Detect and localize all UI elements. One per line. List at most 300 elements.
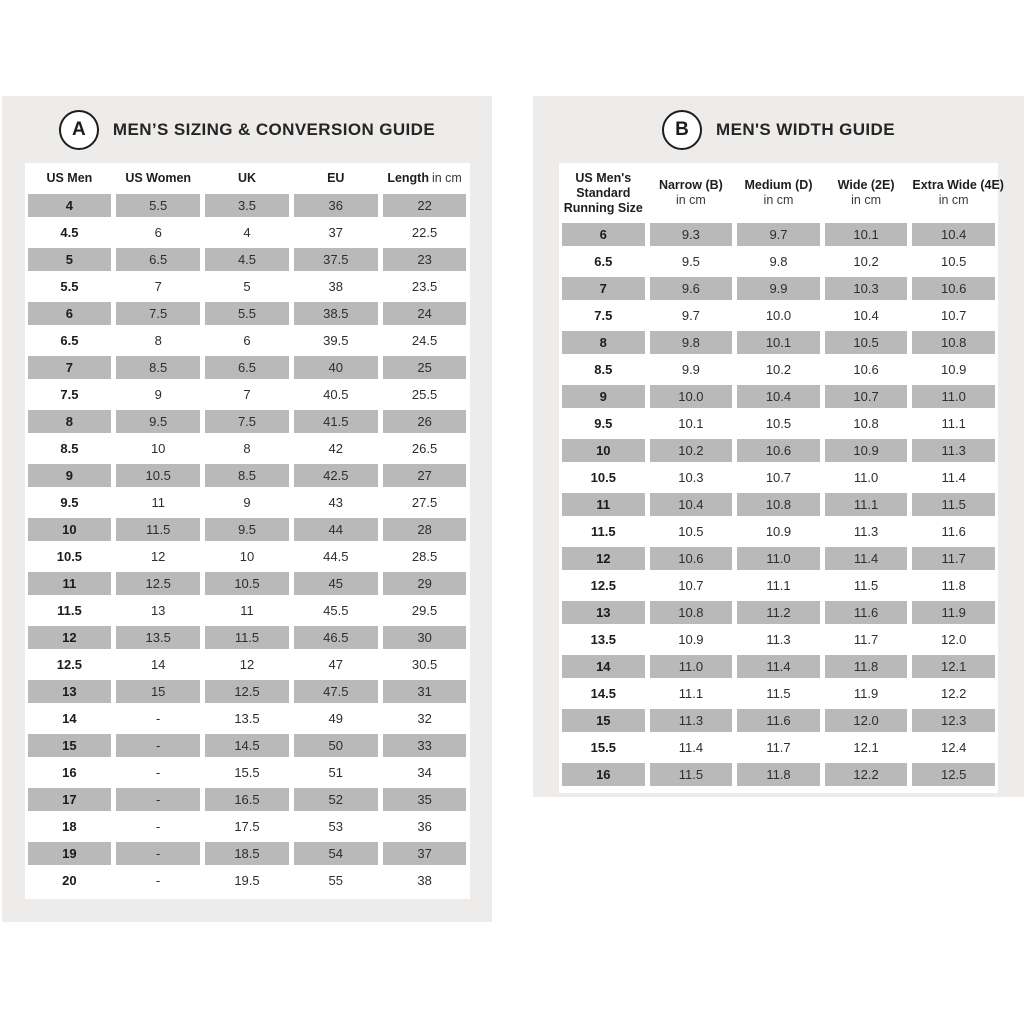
table-cell: 10.8 xyxy=(853,416,879,431)
table-cell: 9 xyxy=(562,385,645,408)
table-cell: 16 xyxy=(62,765,77,780)
table-row xyxy=(28,651,467,678)
table-cell: 4 xyxy=(243,225,251,240)
table-cell: 7.5 xyxy=(594,308,613,323)
table-cell: 8.5 xyxy=(205,464,289,487)
table-cell: 11 xyxy=(562,493,645,516)
panel-b-header xyxy=(533,96,1024,163)
table-cell: 8 xyxy=(28,410,112,433)
table-cell: 25.5 xyxy=(411,387,438,402)
table-cell: 10.5 xyxy=(678,524,704,539)
table-row xyxy=(28,597,467,624)
table-cell: 11.8 xyxy=(825,655,908,678)
column-header: Wide (2E) in cm xyxy=(837,178,895,207)
table-cell: 9.5 xyxy=(60,495,79,510)
table-row xyxy=(562,518,995,545)
table-cell: - xyxy=(116,734,200,757)
table-cell: 38.5 xyxy=(294,302,378,325)
table-cell: 11.2 xyxy=(737,601,820,624)
table-cell: 12 xyxy=(150,549,166,564)
table-cell: 23 xyxy=(383,248,467,271)
table-cell: 9.9 xyxy=(681,362,700,377)
table-row xyxy=(28,624,467,651)
table-row xyxy=(562,734,995,761)
table-cell: 5 xyxy=(243,279,251,294)
table-cell: 11.6 xyxy=(825,601,908,624)
badge-b: B xyxy=(662,110,702,150)
table-cell: 11.7 xyxy=(912,547,995,570)
table-row xyxy=(28,408,467,435)
table-row xyxy=(28,300,467,327)
table-cell: 11 xyxy=(240,603,254,618)
table-cell: 51 xyxy=(328,765,344,780)
table-cell: 8 xyxy=(154,333,162,348)
table-cell: 27 xyxy=(383,464,467,487)
table-cell: 27.5 xyxy=(411,495,438,510)
table-cell: 11.3 xyxy=(912,439,995,462)
table-cell: 7 xyxy=(562,277,645,300)
table-cell: 12.0 xyxy=(941,632,967,647)
column-header: Narrow (B) in cm xyxy=(658,178,723,207)
width-guide-table xyxy=(559,163,1004,793)
table-cell: 13 xyxy=(150,603,166,618)
table-row xyxy=(562,275,995,302)
table-cell: 38 xyxy=(417,873,432,888)
table-cell: 11.0 xyxy=(853,470,879,485)
table-cell: 10.0 xyxy=(650,385,733,408)
table-cell: 9 xyxy=(28,464,112,487)
table-cell: 11.9 xyxy=(912,601,995,624)
table-cell: 10.9 xyxy=(941,362,967,377)
table-cell: 5.5 xyxy=(205,302,289,325)
table-cell: 44 xyxy=(294,518,378,541)
table-cell: - xyxy=(116,788,200,811)
table-row xyxy=(28,732,467,759)
table-row xyxy=(28,840,467,867)
table-cell: 45.5 xyxy=(323,603,349,618)
table-cell: 42.5 xyxy=(294,464,378,487)
table-cell: 10 xyxy=(239,549,255,564)
table-cell: 10.7 xyxy=(765,470,792,485)
table-cell: 25 xyxy=(383,356,467,379)
table-row xyxy=(562,491,995,518)
table-cell: 11.5 xyxy=(912,493,995,516)
table-row xyxy=(562,680,995,707)
table-cell: 10.9 xyxy=(825,439,908,462)
table-cell: 19.5 xyxy=(234,873,260,888)
table-cell: 24.5 xyxy=(411,333,438,348)
table-cell: 12.4 xyxy=(941,740,967,755)
table-row xyxy=(562,248,995,275)
table-cell: 9.5 xyxy=(594,416,613,431)
table-cell: 9.8 xyxy=(650,331,733,354)
table-cell: 9 xyxy=(154,387,162,402)
table-cell: 53 xyxy=(328,819,344,834)
table-cell: 9.3 xyxy=(650,223,733,246)
column-header: US Women xyxy=(125,171,192,185)
column-header: US Men xyxy=(46,171,93,185)
table-cell: 10.6 xyxy=(650,547,733,570)
table-cell: 8.5 xyxy=(116,356,200,379)
table-row xyxy=(562,761,995,788)
table-cell: 28 xyxy=(383,518,467,541)
table-cell: 16.5 xyxy=(205,788,289,811)
table-cell: 10.8 xyxy=(737,493,820,516)
table-cell: 16 xyxy=(562,763,645,786)
table-cell: 10.6 xyxy=(737,439,820,462)
table-cell: 7 xyxy=(243,387,251,402)
table-cell: 36 xyxy=(294,194,378,217)
column-header: EU xyxy=(327,171,345,185)
table-row xyxy=(562,653,995,680)
table-cell: 9.5 xyxy=(681,254,700,269)
table-cell: 10.5 xyxy=(941,254,967,269)
mens-sizing-conversion-panel xyxy=(2,96,492,922)
table-row xyxy=(28,705,467,732)
table-row xyxy=(28,354,467,381)
table-cell: 9 xyxy=(243,495,251,510)
table-cell: 42 xyxy=(328,441,344,456)
table-cell: 11.3 xyxy=(766,632,791,647)
panel-a-header xyxy=(2,96,492,163)
table-cell: - xyxy=(156,819,161,834)
table-cell: 13 xyxy=(28,680,112,703)
table-cell: 15 xyxy=(116,680,200,703)
column-header: Length in cm xyxy=(387,171,462,185)
table-cell: 45 xyxy=(294,572,378,595)
table-cell: 10.5 xyxy=(205,572,289,595)
table-cell: 11.5 xyxy=(116,518,200,541)
table-cell: 43 xyxy=(328,495,344,510)
table-cell: 14 xyxy=(62,711,77,726)
table-cell: 9.6 xyxy=(650,277,733,300)
table-cell: 5 xyxy=(28,248,112,271)
table-cell: 10.8 xyxy=(650,601,733,624)
table-cell: 10.3 xyxy=(825,277,908,300)
table-cell: 6.5 xyxy=(205,356,289,379)
table-cell: 12.5 xyxy=(56,657,83,672)
table-cell: 37 xyxy=(328,225,344,240)
table-cell: 6 xyxy=(243,333,251,348)
table-cell: 9.7 xyxy=(681,308,700,323)
table-cell: 11.0 xyxy=(650,655,733,678)
table-cell: 11.8 xyxy=(737,763,820,786)
table-cell: 10.1 xyxy=(678,416,704,431)
table-cell: 11.1 xyxy=(825,493,908,516)
table-cell: 11.5 xyxy=(853,578,879,593)
table-cell: 11.0 xyxy=(912,385,995,408)
table-cell: 5.5 xyxy=(60,279,79,294)
table-cell: 26 xyxy=(383,410,467,433)
table-cell: 15 xyxy=(28,734,112,757)
table-cell: 30.5 xyxy=(411,657,438,672)
table-cell: 35 xyxy=(383,788,467,811)
table-cell: 37 xyxy=(383,842,467,865)
table-cell: 17 xyxy=(28,788,112,811)
table-cell: 49 xyxy=(328,711,344,726)
table-row xyxy=(28,273,467,300)
mens-width-guide-panel xyxy=(533,96,1024,797)
table-cell: 9.5 xyxy=(205,518,289,541)
table-cell: 10.6 xyxy=(912,277,995,300)
table-cell: 10.8 xyxy=(912,331,995,354)
table-cell: 10.1 xyxy=(825,223,908,246)
table-cell: 3.5 xyxy=(205,194,289,217)
table-row xyxy=(562,707,995,734)
table-cell: 7 xyxy=(154,279,162,294)
table-cell: 12.3 xyxy=(912,709,995,732)
table-cell: 11.4 xyxy=(825,547,908,570)
table-cell: 11.5 xyxy=(591,524,616,539)
table-row xyxy=(28,570,467,597)
table-cell: 39.5 xyxy=(323,333,349,348)
table-row xyxy=(562,356,995,383)
table-cell: 10.7 xyxy=(941,308,967,323)
table-cell: 12.5 xyxy=(912,763,995,786)
table-cell: 10.3 xyxy=(678,470,704,485)
table-cell: 12 xyxy=(239,657,255,672)
table-cell: 11.5 xyxy=(650,763,733,786)
table-cell: 8 xyxy=(562,331,645,354)
table-cell: 40 xyxy=(294,356,378,379)
table-row xyxy=(28,327,467,354)
table-cell: 11.9 xyxy=(853,686,879,701)
table-cell: 37.5 xyxy=(294,248,378,271)
table-cell: 12.5 xyxy=(590,578,616,593)
table-cell: 12.1 xyxy=(912,655,995,678)
table-cell: 11.4 xyxy=(737,655,820,678)
table-cell: 12.5 xyxy=(205,680,289,703)
table-row xyxy=(28,516,467,543)
table-row xyxy=(28,678,467,705)
table-cell: 14.5 xyxy=(205,734,289,757)
table-cell: 15.5 xyxy=(234,765,260,780)
table-cell: 50 xyxy=(294,734,378,757)
width-table-header-row xyxy=(562,165,1004,221)
table-cell: 10.9 xyxy=(765,524,792,539)
table-cell: 9.5 xyxy=(116,410,200,433)
table-cell: 6.5 xyxy=(60,333,79,348)
table-row xyxy=(28,543,467,570)
table-cell: 10.7 xyxy=(678,578,704,593)
table-row xyxy=(562,545,995,572)
table-cell: 41.5 xyxy=(294,410,378,433)
table-cell: 10.4 xyxy=(650,493,733,516)
table-cell: 33 xyxy=(383,734,467,757)
table-cell: 12.2 xyxy=(825,763,908,786)
table-cell: 9.7 xyxy=(737,223,820,246)
table-cell: 47 xyxy=(328,657,344,672)
table-cell: 15 xyxy=(562,709,645,732)
sizing-table-header-row xyxy=(28,165,467,192)
table-cell: 11.8 xyxy=(941,578,966,593)
column-header: US Men's Standard Running Size xyxy=(563,170,643,215)
table-cell: - xyxy=(116,842,200,865)
table-cell: 34 xyxy=(417,765,432,780)
table-cell: 10.7 xyxy=(825,385,908,408)
table-cell: 6.5 xyxy=(116,248,200,271)
table-cell: 6.5 xyxy=(594,254,613,269)
table-cell: 10 xyxy=(28,518,112,541)
table-cell: 10.6 xyxy=(853,362,879,377)
table-cell: 11.1 xyxy=(941,416,966,431)
table-cell: 9.8 xyxy=(769,254,788,269)
table-cell: 8.5 xyxy=(594,362,613,377)
table-cell: 10.5 xyxy=(590,470,616,485)
table-cell: 10.5 xyxy=(825,331,908,354)
table-a-title: MEN’S SIZING & CONVERSION GUIDE xyxy=(112,119,436,139)
table-cell: 12 xyxy=(28,626,112,649)
table-cell: 11.5 xyxy=(57,603,82,618)
table-cell: 11.3 xyxy=(853,524,879,539)
table-cell: 13 xyxy=(562,601,645,624)
table-cell: 29 xyxy=(383,572,467,595)
table-cell: 9.9 xyxy=(737,277,820,300)
table-cell: 10.2 xyxy=(853,254,879,269)
table-row xyxy=(562,329,995,356)
table-cell: 36 xyxy=(417,819,432,834)
table-row xyxy=(562,383,995,410)
table-cell: 10.1 xyxy=(737,331,820,354)
table-cell: 31 xyxy=(383,680,467,703)
table-row xyxy=(28,759,467,786)
table-cell: 12 xyxy=(562,547,645,570)
table-cell: 11.1 xyxy=(678,686,704,701)
table-cell: 10.4 xyxy=(912,223,995,246)
table-row xyxy=(28,246,467,273)
table-cell: 10 xyxy=(150,441,166,456)
table-row xyxy=(28,192,467,219)
table-cell: 10 xyxy=(562,439,645,462)
table-cell: 22.5 xyxy=(411,225,438,240)
table-cell: 11.7 xyxy=(853,632,879,647)
table-cell: 15.5 xyxy=(590,740,616,755)
table-cell: 52 xyxy=(294,788,378,811)
table-cell: 8 xyxy=(243,441,251,456)
table-cell: 11.3 xyxy=(650,709,733,732)
table-cell: 4.5 xyxy=(205,248,289,271)
table-cell: 18.5 xyxy=(205,842,289,865)
table-cell: 10.5 xyxy=(116,464,200,487)
table-cell: 18 xyxy=(62,819,77,834)
table-cell: 24 xyxy=(383,302,467,325)
table-cell: 10.9 xyxy=(678,632,704,647)
table-cell: 5.5 xyxy=(116,194,200,217)
table-cell: 29.5 xyxy=(411,603,438,618)
badge-a: A xyxy=(59,110,99,150)
table-row xyxy=(28,462,467,489)
table-cell: 7 xyxy=(28,356,112,379)
table-cell: 17.5 xyxy=(234,819,260,834)
sizing-conversion-table xyxy=(25,163,470,899)
table-cell: 19 xyxy=(28,842,112,865)
table-cell: 14.5 xyxy=(590,686,616,701)
table-cell: 14 xyxy=(562,655,645,678)
table-cell: 6 xyxy=(28,302,112,325)
table-cell: 11.1 xyxy=(766,578,791,593)
table-cell: 6 xyxy=(562,223,645,246)
table-row xyxy=(562,221,995,248)
table-row xyxy=(562,437,995,464)
column-header: UK xyxy=(237,171,257,185)
table-cell: - xyxy=(156,711,161,726)
table-cell: 6 xyxy=(154,225,162,240)
table-cell: 12.1 xyxy=(853,740,879,755)
table-row xyxy=(28,381,467,408)
table-cell: 13.5 xyxy=(590,632,616,647)
table-cell: 10.4 xyxy=(853,308,879,323)
table-cell: 13.5 xyxy=(116,626,200,649)
table-cell: 47.5 xyxy=(294,680,378,703)
table-b-title: MEN'S WIDTH GUIDE xyxy=(716,119,895,139)
width-table-body xyxy=(562,221,995,788)
table-cell: 32 xyxy=(417,711,432,726)
table-row xyxy=(28,489,467,516)
table-row xyxy=(562,302,995,329)
table-cell: 38 xyxy=(328,279,344,294)
table-cell: 11.5 xyxy=(766,686,791,701)
table-cell: 10.4 xyxy=(737,385,820,408)
table-row xyxy=(562,410,995,437)
table-row xyxy=(562,464,995,491)
table-cell: 12.5 xyxy=(116,572,200,595)
table-cell: 11.4 xyxy=(678,740,704,755)
table-cell: 54 xyxy=(294,842,378,865)
table-cell: 10.2 xyxy=(650,439,733,462)
table-cell: 40.5 xyxy=(323,387,349,402)
table-cell: 30 xyxy=(383,626,467,649)
table-cell: 7.5 xyxy=(116,302,200,325)
table-cell: 46.5 xyxy=(294,626,378,649)
column-header: Medium (D) in cm xyxy=(744,178,813,207)
table-cell: 10.5 xyxy=(56,549,83,564)
table-cell: 26.5 xyxy=(411,441,438,456)
column-header: Extra Wide (4E) in cm xyxy=(912,178,1004,207)
table-cell: 28.5 xyxy=(411,549,438,564)
table-row xyxy=(562,626,995,653)
table-cell: 22 xyxy=(383,194,467,217)
table-cell: 10.5 xyxy=(765,416,792,431)
table-cell: 12.2 xyxy=(941,686,967,701)
table-cell: - xyxy=(156,873,161,888)
sizing-table-body xyxy=(28,192,467,894)
table-row xyxy=(562,572,995,599)
table-cell: 11 xyxy=(28,572,112,595)
table-cell: 11.5 xyxy=(205,626,289,649)
table-cell: 4.5 xyxy=(60,225,79,240)
table-cell: 7.5 xyxy=(60,387,79,402)
table-cell: 55 xyxy=(328,873,344,888)
table-cell: 4 xyxy=(28,194,112,217)
table-row xyxy=(562,599,995,626)
table-row xyxy=(28,786,467,813)
table-row xyxy=(28,435,467,462)
table-cell: 11.7 xyxy=(766,740,791,755)
table-cell: 14 xyxy=(150,657,166,672)
table-cell: 11.6 xyxy=(941,524,966,539)
table-row xyxy=(28,867,467,894)
table-cell: 44.5 xyxy=(323,549,349,564)
table-row xyxy=(28,219,467,246)
table-cell: 23.5 xyxy=(411,279,438,294)
table-cell: 13.5 xyxy=(234,711,260,726)
table-cell: 20 xyxy=(62,873,77,888)
table-cell: 11 xyxy=(151,495,165,510)
table-cell: 7.5 xyxy=(205,410,289,433)
table-cell: 8.5 xyxy=(60,441,79,456)
table-cell: 10.0 xyxy=(765,308,792,323)
table-cell: 10.2 xyxy=(765,362,792,377)
